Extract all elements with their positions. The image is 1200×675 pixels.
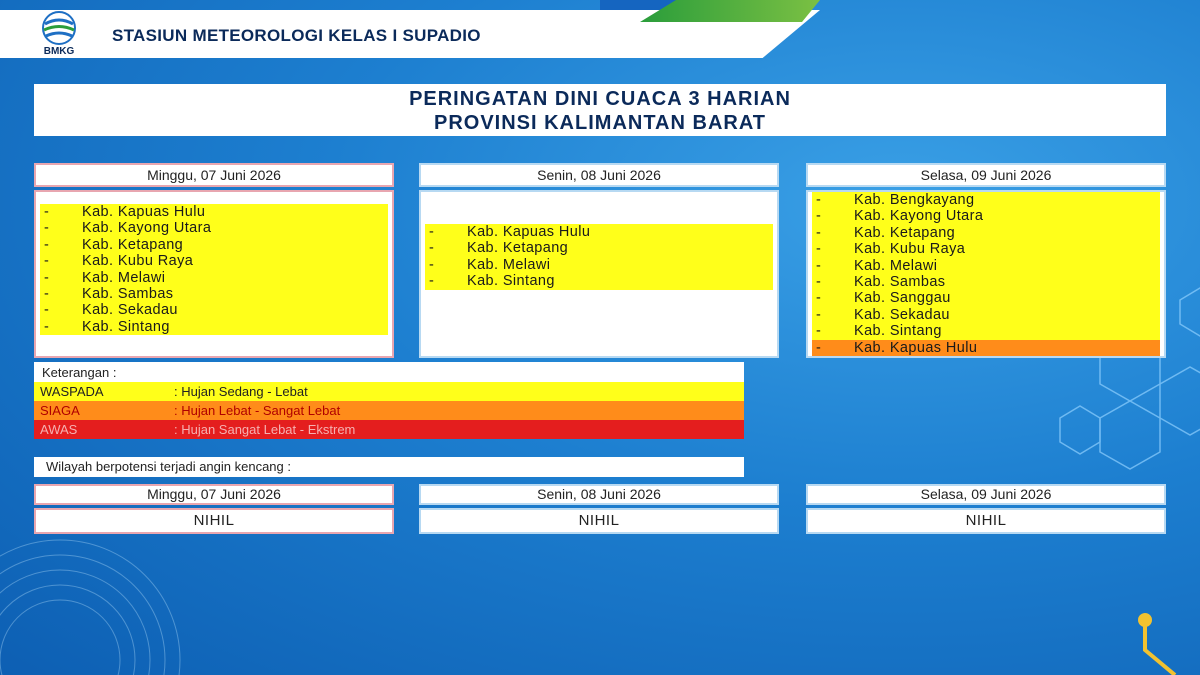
legend-desc: : Hujan Lebat - Sangat Lebat bbox=[174, 403, 341, 418]
day-body bbox=[34, 190, 394, 358]
legend-title: Keterangan : bbox=[42, 365, 117, 380]
list-item: - Kab. Sintang bbox=[812, 323, 1160, 339]
wind-value: NIHIL bbox=[806, 508, 1166, 534]
wind-date: Selasa, 09 Juni 2026 bbox=[806, 484, 1166, 505]
list-item: - Kab. Ketapang bbox=[425, 240, 773, 256]
region-list bbox=[425, 224, 773, 290]
list-item: - Kab. Kayong Utara bbox=[812, 208, 1160, 224]
day-date: Senin, 08 Juni 2026 bbox=[419, 163, 779, 187]
wind-column-2 bbox=[419, 484, 779, 534]
legend-row-awas bbox=[34, 420, 744, 439]
list-item: - Kab. Kayong Utara bbox=[40, 220, 388, 236]
title-line-2: PROVINSI KALIMANTAN BARAT bbox=[433, 112, 767, 134]
wind-title: Wilayah berpotensi terjadi angin kencang : bbox=[34, 457, 744, 477]
legend-level: WASPADA bbox=[40, 384, 104, 399]
wind-column-3 bbox=[806, 484, 1166, 534]
list-item: - Kab. Sambas bbox=[812, 274, 1160, 290]
list-item: - Kab. Bengkayang bbox=[812, 192, 1160, 208]
wind-date: Minggu, 07 Juni 2026 bbox=[34, 484, 394, 505]
list-item: - Kab. Kubu Raya bbox=[40, 253, 388, 269]
list-item: - Kab. Ketapang bbox=[812, 225, 1160, 241]
day-body bbox=[419, 190, 779, 358]
list-item: - Kab. Melawi bbox=[40, 270, 388, 286]
list-item: - Kab. Kapuas Hulu bbox=[425, 224, 773, 240]
day-body bbox=[806, 190, 1166, 358]
wind-column-1 bbox=[34, 484, 394, 534]
day-date: Minggu, 07 Juni 2026 bbox=[34, 163, 394, 187]
wind-date: Senin, 08 Juni 2026 bbox=[419, 484, 779, 505]
wind-value: NIHIL bbox=[34, 508, 394, 534]
logo-text: BMKG bbox=[43, 46, 75, 56]
list-item: - Kab. Sanggau bbox=[812, 290, 1160, 306]
legend-row-siaga bbox=[34, 401, 744, 420]
day-column-1 bbox=[34, 163, 394, 358]
list-item-siaga: - Kab. Kapuas Hulu bbox=[812, 340, 1160, 356]
bmkg-logo bbox=[24, 10, 94, 56]
list-item: - Kab. Kapuas Hulu bbox=[40, 204, 388, 220]
station-name: STASIUN METEOROLOGI KELAS I SUPADIO bbox=[112, 26, 481, 45]
title-line-1: PERINGATAN DINI CUACA 3 HARIAN bbox=[409, 88, 791, 110]
legend-row-waspada bbox=[34, 382, 744, 401]
list-item: - Kab. Sintang bbox=[425, 273, 773, 289]
region-list bbox=[812, 192, 1160, 356]
legend-level: AWAS bbox=[40, 422, 78, 437]
list-item: - Kab. Melawi bbox=[812, 258, 1160, 274]
legend-desc: : Hujan Sedang - Lebat bbox=[174, 384, 308, 399]
day-column-3 bbox=[806, 163, 1166, 358]
region-list bbox=[40, 204, 388, 335]
wind-value: NIHIL bbox=[419, 508, 779, 534]
list-item: - Kab. Sambas bbox=[40, 286, 388, 302]
day-column-2 bbox=[419, 163, 779, 358]
legend-box bbox=[34, 362, 744, 438]
list-item: - Kab. Ketapang bbox=[40, 237, 388, 253]
list-item: - Kab. Melawi bbox=[425, 257, 773, 273]
list-item: - Kab. Sekadau bbox=[40, 302, 388, 318]
list-item: - Kab. Sekadau bbox=[812, 307, 1160, 323]
list-item: - Kab. Sintang bbox=[40, 319, 388, 335]
legend-level: SIAGA bbox=[40, 403, 80, 418]
legend-desc: : Hujan Sangat Lebat - Ekstrem bbox=[174, 422, 356, 437]
title-box bbox=[34, 84, 1166, 136]
day-date: Selasa, 09 Juni 2026 bbox=[806, 163, 1166, 187]
list-item: - Kab. Kubu Raya bbox=[812, 241, 1160, 257]
